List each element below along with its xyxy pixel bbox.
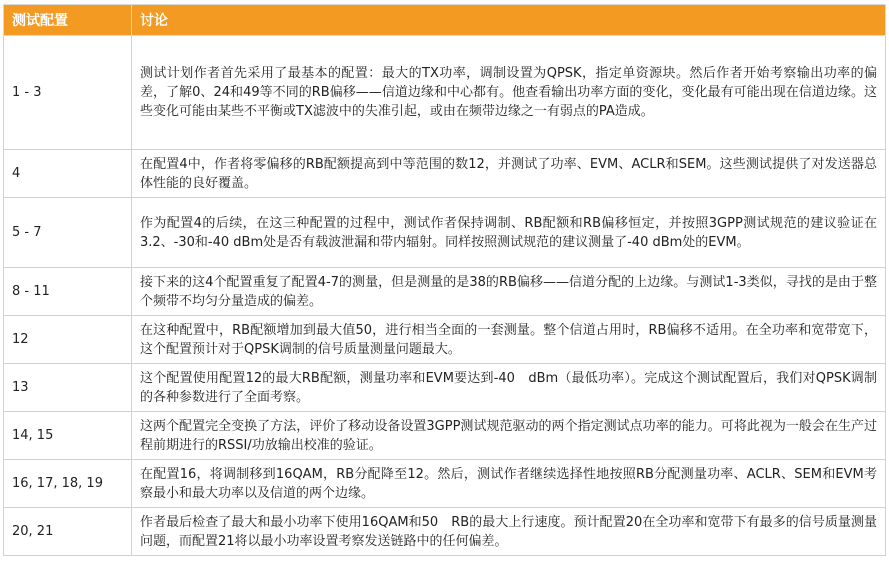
table-row: [4, 316, 886, 364]
discussion-cell: 接下来的这4个配置重复了配置4-7的测量，但是测量的是38的RB偏移——信道分配的上边缘。与测试1-3类似，寻找的是由于整个频带不均匀分量造成的偏差。: [132, 268, 886, 316]
config-table: [3, 4, 886, 556]
table-row: [4, 364, 886, 412]
table-row: [4, 460, 886, 508]
config-cell: 14, 15: [4, 412, 132, 460]
config-cell: 5 - 7: [4, 198, 132, 268]
config-cell: 16, 17, 18, 19: [4, 460, 132, 508]
table-row: [4, 198, 886, 268]
table-header-row: [4, 5, 886, 36]
table-row: [4, 268, 886, 316]
discussion-cell: 在配置4中，作者将零偏移的RB配额提高到中等范围的数12，并测试了功率、EVM、ACLR和SEM。这些测试提供了对发送器总体性能的良好覆盖。: [132, 150, 886, 198]
discussion-cell: 这两个配置完全变换了方法，评价了移动设备设置3GPP测试规范驱动的两个指定测试点功率的能力。可将此视为一般会在生产过程前期进行的RSSI/功放输出校准的验证。: [132, 412, 886, 460]
table-row: [4, 150, 886, 198]
discussion-cell: 测试计划作者首先采用了最基本的配置：最大的TX功率，调制设置为QPSK，指定单资源块。然后作者开始考察输出功率的偏差，了解0、24和49等不同的RB偏移——信道边缘和中心都有。他查看输出功率方面的变化，变化最有可能出现在信道边缘。这些变化可能由某些不平衡或TX滤波中的失准引起，或由在频带边缘之一有弱点的PA造成。: [132, 36, 886, 150]
discussion-cell: 作者最后检查了最大和最小功率下使用16QAM和50 RB的最大上行速度。预计配置20在全功率和宽带下有最多的信号质量测量问题，而配置21将以最小功率设置考察发送链路中的任何偏差。: [132, 508, 886, 556]
table-row: [4, 508, 886, 556]
discussion-cell: 在这种配置中，RB配额增加到最大值50，进行相当全面的一套测量。整个信道占用时，RB偏移不适用。在全功率和宽带宽下，这个配置预计对于QPSK调制的信号质量测量问题最大。: [132, 316, 886, 364]
config-table-container: [3, 4, 885, 556]
header-discussion: 讨论: [132, 5, 886, 36]
config-cell: 12: [4, 316, 132, 364]
config-cell: 8 - 11: [4, 268, 132, 316]
table-row: [4, 36, 886, 150]
discussion-cell: 在配置16，将调制移到16QAM，RB分配降至12。然后，测试作者继续选择性地按照RB分配测量功率、ACLR、SEM和EVM考察最小和最大功率以及信道的两个边缘。: [132, 460, 886, 508]
config-cell: 13: [4, 364, 132, 412]
config-cell: 1 - 3: [4, 36, 132, 150]
discussion-cell: 作为配置4的后续，在这三种配置的过程中，测试作者保持调制、RB配额和RB偏移恒定，并按照3GPP测试规范的建议验证在3.2、-30和-40 dBm处是否有载波泄漏和带内辐射。同样按照测试规范的建议测量了-40 dBm处的EVM。: [132, 198, 886, 268]
discussion-cell: 这个配置使用配置12的最大RB配额，测量功率和EVM要达到-40 dBm（最低功率）。完成这个测试配置后，我们对QPSK调制的各种参数进行了全面考察。: [132, 364, 886, 412]
header-config: 测试配置: [4, 5, 132, 36]
table-row: [4, 412, 886, 460]
config-cell: 20, 21: [4, 508, 132, 556]
config-cell: 4: [4, 150, 132, 198]
